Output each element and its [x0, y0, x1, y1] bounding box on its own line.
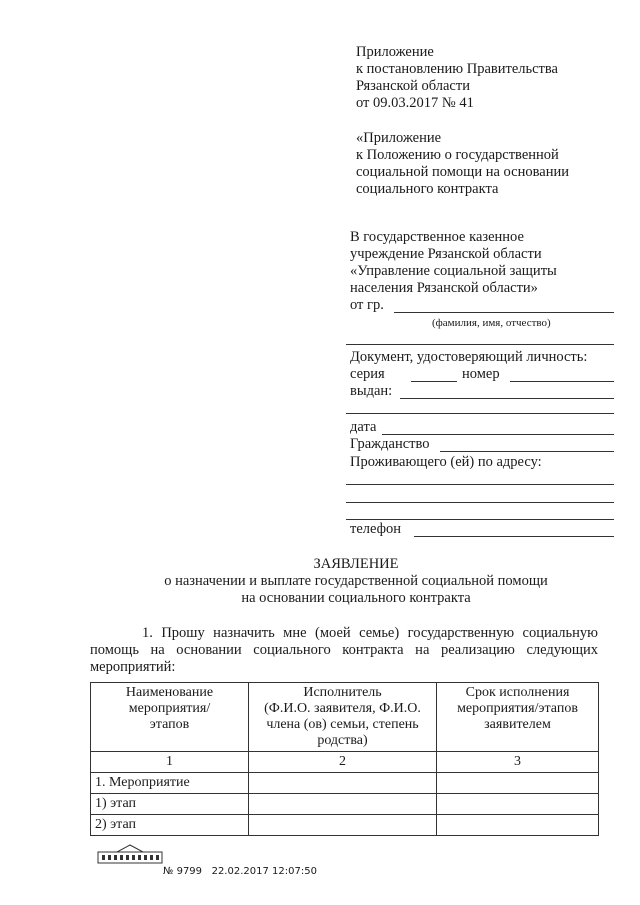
- header-text: заявителем: [484, 717, 551, 732]
- addressee-line: В государственное казенное: [350, 229, 524, 245]
- header-line: Рязанской области: [356, 78, 470, 94]
- body-paragraph-line-2: помощь на основании социального контракта на реализацию следующих: [90, 642, 598, 658]
- table-cell[interactable]: 1. Мероприятие: [91, 773, 249, 794]
- column-number: 2: [249, 752, 437, 773]
- header-text: этапов: [149, 717, 190, 732]
- header-text: (Ф.И.О. заявителя, Ф.И.О.: [264, 701, 421, 716]
- appendix-line: к Положению о государственной: [356, 147, 559, 163]
- header-text: мероприятия/: [128, 701, 211, 716]
- fio-caption: (фамилия, имя, отчество): [432, 317, 551, 329]
- table-cell[interactable]: [437, 773, 599, 794]
- table-cell[interactable]: [437, 815, 599, 836]
- footer-registration: [163, 866, 317, 877]
- header-line: к постановлению Правительства: [356, 61, 558, 77]
- document-subtitle-line-1: о назначении и выплате государственной социальной помощи: [164, 573, 548, 589]
- header-line: Приложение: [356, 44, 434, 60]
- table-header-cell: [91, 683, 249, 752]
- addressee-line: «Управление социальной защиты: [350, 263, 557, 279]
- header-text: Наименование: [125, 685, 214, 700]
- citizenship-field[interactable]: [440, 451, 614, 452]
- address-label: Проживающего (ей) по адресу:: [350, 454, 542, 470]
- footer-timestamp: 22.02.2017 12:07:50: [211, 866, 317, 877]
- table-row: [91, 815, 599, 836]
- id-doc-label: Документ, удостоверяющий личность:: [350, 349, 588, 365]
- table-cell[interactable]: [437, 794, 599, 815]
- table-header-row: [91, 683, 599, 752]
- citizenship-label: Гражданство: [350, 436, 430, 452]
- phone-label: телефон: [350, 521, 402, 537]
- document-title: ЗАЯВЛЕНИЕ: [313, 556, 399, 572]
- addressee-line: учреждение Рязанской области: [350, 246, 542, 262]
- address-field-1[interactable]: [346, 484, 614, 485]
- table-header-cell: [437, 683, 599, 752]
- header-text: члена (ов) семьи, степень: [266, 717, 419, 732]
- events-table: [90, 682, 599, 836]
- table-cell[interactable]: [249, 794, 437, 815]
- fio-field[interactable]: [394, 312, 614, 313]
- phone-field[interactable]: [414, 536, 614, 537]
- header-text: мероприятия/этапов: [457, 701, 578, 716]
- body-paragraph-line-3: мероприятий:: [90, 659, 176, 675]
- from-label: от гр.: [350, 297, 384, 313]
- header-block: [356, 44, 558, 112]
- footer-doc-number: № 9799: [163, 866, 203, 877]
- address-field-2[interactable]: [346, 502, 614, 503]
- column-number: 1: [91, 752, 249, 773]
- column-number: 3: [437, 752, 599, 773]
- table-cell[interactable]: 1) этап: [91, 794, 249, 815]
- address-field-3[interactable]: [346, 519, 614, 520]
- fio-field-continued[interactable]: [346, 344, 614, 345]
- table-number-row: [91, 752, 599, 773]
- body-paragraph-line-1: 1. Прошу назначить мне (моей семье) государственную социальную: [142, 625, 598, 641]
- document-subtitle-line-2: на основании социального контракта: [241, 590, 471, 606]
- header-line: от 09.03.2017 № 41: [356, 95, 474, 111]
- addressee-line: населения Рязанской области»: [350, 280, 538, 296]
- header-text: Срок исполнения: [465, 685, 570, 700]
- table-cell[interactable]: 2) этап: [91, 815, 249, 836]
- table-header-cell: [249, 683, 437, 752]
- table-row: [91, 773, 599, 794]
- appendix-line: социальной помощи на основании: [356, 164, 569, 180]
- header-text: родства): [317, 733, 368, 748]
- number-label: номер: [462, 366, 500, 382]
- table-cell[interactable]: [249, 815, 437, 836]
- header-text: Исполнитель: [303, 685, 382, 700]
- series-label: серия: [350, 366, 385, 382]
- addressee-block: [350, 229, 557, 314]
- issued-field-continued[interactable]: [346, 413, 614, 414]
- number-field[interactable]: [510, 381, 614, 382]
- building-stamp-icon: [97, 843, 163, 865]
- series-field[interactable]: [411, 381, 457, 382]
- appendix-block: [356, 130, 569, 198]
- issued-label: выдан:: [350, 383, 393, 399]
- appendix-line: социального контракта: [356, 181, 499, 197]
- issued-field[interactable]: [400, 398, 614, 399]
- table-row: [91, 794, 599, 815]
- table-cell[interactable]: [249, 773, 437, 794]
- date-label: дата: [350, 419, 377, 435]
- date-field[interactable]: [382, 434, 614, 435]
- appendix-line: «Приложение: [356, 130, 442, 146]
